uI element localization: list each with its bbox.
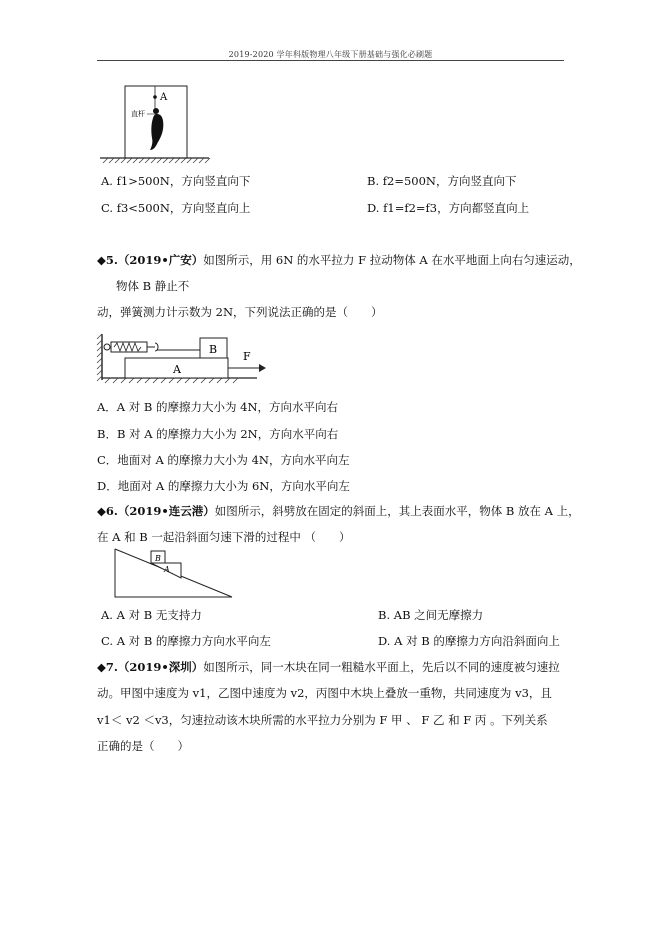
page-header: 2019-2020 学年科版物理八年级下册基础与强化必刷题 [228,50,433,59]
block-b-label: B [209,343,218,356]
force-label: F [243,350,251,363]
climbing-figure [97,84,217,164]
q7-stem-line4: 正确的是（ ） [97,739,189,753]
point-a-marker [153,95,157,99]
spring-scale-figure [97,330,267,385]
q4-option-d[interactable]: D. f1=f2=f3，方向都竖直向上 [367,201,530,215]
header-divider [97,60,564,61]
pole-label: 直杆 [131,110,145,118]
q7-stem-line1 [97,659,560,675]
force-arrow-head [259,364,266,372]
q5-stem-line1 [97,252,581,268]
wall-hatching [97,334,102,381]
q5-option-d[interactable]: D．地面对 A 的摩擦力大小为 6N，方向水平向左 [97,479,350,493]
point-a-label: A [160,92,168,103]
q5-option-b[interactable]: B．B 对 A 的摩擦力大小为 2N，方向水平向右 [97,427,339,441]
q5-option-c[interactable]: C．地面对 A 的摩擦力大小为 4N，方向水平向左 [97,453,350,467]
q6-marker: ◆6. [97,504,118,518]
q7-marker: ◆7. [97,660,118,674]
climber-head [153,108,159,114]
incline-figure [100,545,240,600]
q7-stem-line2: 动。甲图中速度为 v1，乙图中速度为 v2，丙图中木块上叠放一重物，共同速度为 v3，且 [97,686,552,700]
wedge-a-label: A [164,565,170,574]
q5-stem-line3: 动，弹簧测力计示数为 2N，下列说法正确的是（ ） [97,305,383,319]
hook-icon [155,343,158,351]
q6-stem-line2: 在 A 和 B 一起沿斜面匀速下滑的过程中 （ ） [97,530,351,544]
q5-marker: ◆5. [97,253,118,267]
q7-text-1: 如图所示，同一木块在同一粗糙水平面上，先后以不同的速度被匀速拉 [203,660,560,674]
q4-option-c[interactable]: C. f3<500N，方向竖直向上 [101,201,251,215]
q7-stem-line3: v1＜ v2 ＜v3，匀速拉动该木块所需的水平拉力分别为 F 甲 、 F 乙 和 F 丙 。下列关系 [97,713,548,727]
q6-source: （2019•连云港） [117,504,215,518]
q6-option-d[interactable]: D. A 对 B 的摩擦力方向沿斜面向上 [378,634,560,648]
q6-stem-line1 [97,503,580,519]
ground-hatching [103,158,210,163]
q5-source: （2019•广安） [117,253,204,267]
q5-stem-line2: 物体 B 静止不 [116,279,190,293]
block-a-label: A [173,363,181,376]
q6-option-a[interactable]: A. A 对 B 无支持力 [101,608,202,622]
floor-hatching [105,378,238,383]
q6-option-b[interactable]: B. AB 之间无摩擦力 [378,608,484,622]
q7-source: （2019•深圳） [117,660,204,674]
q5-option-a[interactable]: A．A 对 B 的摩擦力大小为 4N，方向水平向右 [97,400,339,414]
q6-option-c[interactable]: C. A 对 B 的摩擦力方向水平向左 [101,634,271,648]
q6-text-1: 如图所示，斜劈放在固定的斜面上，其上表面水平，物体 B 放在 A 上， [214,504,580,518]
q5-text-1: 如图所示，用 6N 的水平拉力 F 拉动物体 A 在水平地面上向右匀速运动， [203,253,581,267]
q4-option-a[interactable]: A. f1>500N，方向竖直向下 [101,174,251,188]
block-b-label: B [155,554,161,563]
wall-hook [104,344,110,350]
climber-silhouette [150,114,163,150]
q4-option-b[interactable]: B. f2=500N，方向竖直向下 [367,174,517,188]
